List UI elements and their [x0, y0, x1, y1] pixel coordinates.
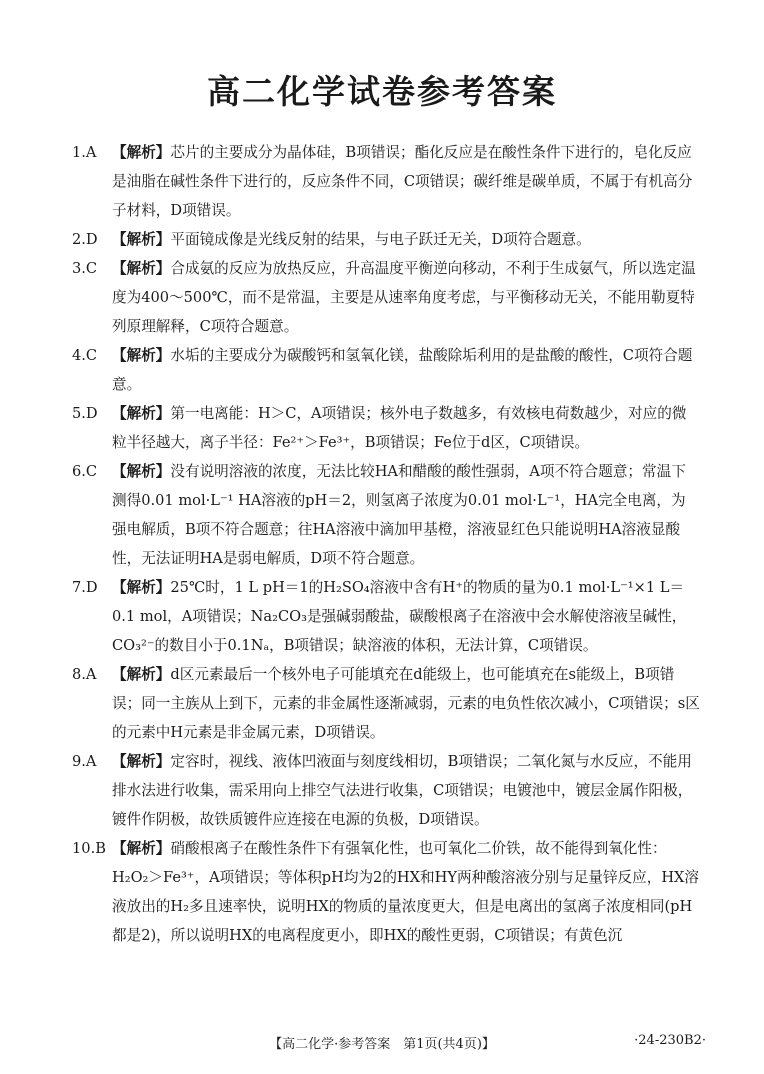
item-number: 8.A	[72, 666, 97, 683]
answer-item-3	[72, 254, 700, 341]
answer-item-9	[72, 747, 700, 834]
item-text: 25℃时，1 L pH＝1的H₂SO₄溶液中含有H⁺的物质的量为0.1 mol·L⁻¹×1 L＝0.1 mol，A项错误；Na₂CO₃是强碱弱酸盐，碳酸根离子在溶液中会水解使溶液呈碱性，CO₃²⁻的数目小于0.1Nₐ，B项错误；缺溶液的体积，无法计算，C项错误。	[112, 579, 687, 654]
answer-item-7	[72, 573, 700, 660]
answer-item-4	[72, 341, 700, 399]
item-number: 4.C	[72, 347, 98, 364]
analysis-tag: 【解析】	[112, 753, 171, 770]
item-text: 平面镜成像是光线反射的结果，与电子跃迁无关，D项符合题意。	[170, 231, 591, 248]
item-text: 水垢的主要成分为碳酸钙和氢氧化镁，盐酸除垢利用的是盐酸的酸性，C项符合题意。	[112, 347, 693, 393]
answer-item-8	[72, 660, 700, 747]
answer-item-1	[72, 138, 700, 225]
item-text: 合成氨的反应为放热反应，升高温度平衡逆向移动，不利于生成氨气，所以选定温度为400～500℃，而不是常温，主要是从速率角度考虑，与平衡移动无关，不能用勒夏特列原理解释，C项符合题意。	[112, 260, 696, 335]
answer-item-10	[72, 834, 700, 950]
item-number: 7.D	[72, 579, 98, 596]
analysis-tag: 【解析】	[112, 231, 171, 248]
item-number: 5.D	[72, 405, 98, 422]
page-title: 高二化学试卷参考答案	[207, 72, 557, 111]
item-text: 定容时，视线、液体凹液面与刻度线相切，B项错误；二氧化氮与水反应，不能用排水法进行收集，需采用向上排空气法进行收集，C项错误；电镀池中，镀层金属作阳极，镀件作阴极，故铁质镀件应连接在电源的负极，D项错误。	[112, 753, 693, 828]
analysis-tag: 【解析】	[112, 405, 171, 422]
item-number: 9.A	[72, 753, 97, 770]
analysis-tag: 【解析】	[112, 579, 171, 596]
analysis-tag: 【解析】	[112, 463, 171, 480]
item-number: 1.A	[72, 144, 97, 161]
analysis-tag: 【解析】	[112, 260, 171, 277]
item-text: d区元素最后一个核外电子可能填充在d能级上，也可能填充在s能级上，B项错误；同一主族从上到下，元素的非金属性逐渐减弱，元素的电负性依次减小，C项错误；s区的元素中H元素是非金属元素，D项错误。	[112, 666, 700, 741]
item-number: 2.D	[72, 231, 98, 248]
answer-item-2	[72, 225, 700, 254]
item-text: 第一电离能：H＞C，A项错误；核外电子数越多，有效核电荷数越少，对应的微粒半径越大，离子半径：Fe²⁺＞Fe³⁺，B项错误；Fe位于d区，C项错误。	[112, 405, 687, 451]
analysis-tag: 【解析】	[112, 840, 171, 857]
answer-item-6	[72, 457, 700, 573]
item-text: 硝酸根离子在酸性条件下有强氧化性，也可氧化二价铁，故不能得到氧化性：H₂O₂＞Fe³⁺，A项错误；等体积pH均为2的HX和HY两种酸溶液分别与足量锌反应，HX溶液放出的H₂多且速率快，说明HX的物质的量浓度更大，但是电离出的氢离子浓度相同(pH都是2)，所以说明HX的电离程度更小，即HX的酸性更弱，C项错误；有黄色沉	[112, 840, 700, 944]
item-number: 10.B	[72, 840, 106, 857]
answer-item-5	[72, 399, 700, 457]
item-number: 6.C	[72, 463, 98, 480]
item-number: 3.C	[72, 260, 98, 277]
analysis-tag: 【解析】	[112, 347, 171, 364]
answer-list	[72, 138, 700, 950]
analysis-tag: 【解析】	[112, 144, 171, 161]
item-text: 芯片的主要成分为晶体硅，B项错误；酯化反应是在酸性条件下进行的，皂化反应是油脂在碱性条件下进行的，反应条件不同，C项错误；碳纤维是碳单质，不属于有机高分子材料，D项错误。	[112, 144, 693, 219]
footer-page-info: 【高二化学·参考答案 第1页(共4页)】	[269, 1037, 495, 1052]
footer-code: ·24-230B2·	[634, 1033, 706, 1048]
analysis-tag: 【解析】	[112, 666, 171, 683]
item-text: 没有说明溶液的浓度，无法比较HA和醋酸的酸性强弱，A项不符合题意；常温下测得0.01 mol·L⁻¹ HA溶液的pH＝2，则氢离子浓度为0.01 mol·L⁻¹，HA完全电离，为强电解质，B项不符合题意；往HA溶液中滴加甲基橙，溶液显红色只能说明HA溶液显酸性，无法证明HA是弱电解质，D项不符合题意。	[112, 463, 686, 567]
